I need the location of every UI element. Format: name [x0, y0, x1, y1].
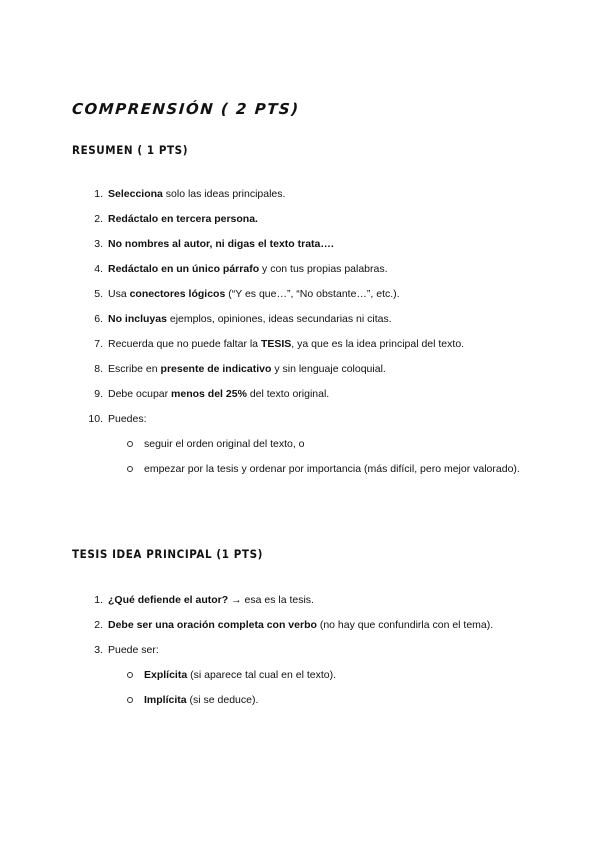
- circle-bullet-icon: [127, 697, 133, 703]
- list-number: 3.: [94, 644, 103, 656]
- list-item: [72, 312, 532, 326]
- list-number: 7.: [94, 338, 103, 350]
- list-item: [72, 412, 532, 476]
- list-number: 8.: [94, 363, 103, 375]
- list-item: [72, 387, 532, 401]
- list-item: [72, 337, 532, 351]
- bold-text: presente de indicativo: [160, 363, 272, 375]
- text-run: empezar por la tesis y ordenar por importancia (más difícil, pero mejor valorado).: [144, 463, 520, 475]
- list-number: 5.: [94, 288, 103, 300]
- list-item-text: [108, 619, 493, 631]
- section-heading-resumen: RESUMEN ( 1 PTS): [72, 143, 189, 157]
- list-item-text: [108, 413, 147, 425]
- list-number: 6.: [94, 313, 103, 325]
- list-number: 4.: [94, 263, 103, 275]
- list-item-text: [108, 644, 159, 656]
- circle-bullet-icon: [127, 672, 133, 678]
- bold-text: Implícita: [144, 694, 187, 706]
- text-run: Usa: [108, 288, 130, 300]
- list-item-text: [108, 238, 334, 250]
- bold-text: Redáctalo en un único párrafo: [108, 263, 260, 275]
- list-item: [72, 287, 532, 301]
- sub-list: [108, 437, 532, 476]
- list-item-text: [108, 263, 388, 275]
- bold-text: conectores lógicos: [129, 288, 226, 300]
- list-item: [72, 618, 532, 632]
- sub-list-item: [108, 693, 532, 707]
- text-run: y con tus propias palabras.: [259, 263, 388, 275]
- bold-text: ¿Qué defiende el autor?: [108, 594, 229, 606]
- sub-list-item-text: [144, 669, 336, 681]
- sub-list-item: [108, 668, 532, 682]
- bold-text: No incluyas: [108, 313, 167, 325]
- text-run: (“Y es que…”, “No obstante…”, etc.).: [225, 288, 400, 300]
- list-number: 9.: [94, 388, 103, 400]
- page-title: COMPRENSIÓN ( 2 PTS): [71, 100, 301, 118]
- sub-list-item-text: [144, 694, 258, 706]
- list-number: 2.: [94, 619, 103, 631]
- list-number: 3.: [94, 238, 103, 250]
- list-number: 10.: [88, 413, 103, 425]
- bold-text: Selecciona: [108, 188, 163, 200]
- circle-bullet-icon: [127, 466, 133, 472]
- bold-text: Explícita: [144, 669, 188, 681]
- list-item-text: [108, 313, 392, 325]
- text-run: → esa es la tesis.: [228, 594, 314, 606]
- sub-list-item-text: [144, 463, 520, 475]
- text-run: , ya que es la idea principal del texto.: [291, 338, 465, 350]
- text-run: (si se deduce).: [186, 694, 259, 706]
- list-item-text: [108, 213, 258, 225]
- bold-text: Redáctalo en tercera persona.: [108, 213, 258, 225]
- list-item: [72, 187, 532, 201]
- sub-list-item-text: [144, 438, 305, 450]
- list-number: 2.: [94, 213, 103, 225]
- section-heading-tesis: TESIS IDEA PRINCIPAL (1 PTS): [72, 547, 263, 561]
- text-run: Escribe en: [108, 363, 161, 375]
- text-run: Recuerda que no puede faltar la: [108, 338, 261, 350]
- tesis-list: [72, 593, 532, 707]
- bold-text: No nombres al autor, ni digas el texto trata….: [108, 238, 334, 250]
- text-run: (no hay que confundirla con el tema).: [316, 619, 494, 631]
- list-item-text: [108, 594, 314, 606]
- list-item: [72, 237, 532, 251]
- text-run: del texto original.: [246, 388, 330, 400]
- bold-text: TESIS: [260, 338, 292, 350]
- list-item-text: [108, 288, 400, 300]
- list-item-text: [108, 188, 285, 200]
- text-run: Puede ser:: [108, 644, 159, 656]
- text-run: y sin lenguaje coloquial.: [271, 363, 386, 375]
- list-number: 1.: [94, 594, 103, 606]
- list-number: 1.: [94, 188, 103, 200]
- list-item: [72, 212, 532, 226]
- text-run: ejemplos, opiniones, ideas secundarias ni citas.: [166, 313, 392, 325]
- sub-list-item: [108, 462, 532, 476]
- text-run: Puedes:: [108, 413, 147, 425]
- bold-text: menos del 25%: [171, 388, 247, 400]
- list-item: [72, 262, 532, 276]
- list-item-text: [108, 388, 329, 400]
- text-run: (si aparece tal cual en el texto).: [187, 669, 337, 681]
- resumen-list: [72, 187, 532, 476]
- bold-text: Debe ser una oración completa con verbo: [108, 619, 317, 631]
- list-item-text: [108, 338, 464, 350]
- list-item: [72, 362, 532, 376]
- circle-bullet-icon: [127, 441, 133, 447]
- text-run: seguir el orden original del texto, o: [144, 438, 305, 450]
- sub-list: [108, 668, 532, 707]
- text-run: solo las ideas principales.: [162, 188, 286, 200]
- list-item: [72, 643, 532, 707]
- sub-list-item: [108, 437, 532, 451]
- list-item: [72, 593, 532, 607]
- list-item-text: [108, 363, 386, 375]
- text-run: Debe ocupar: [108, 388, 172, 400]
